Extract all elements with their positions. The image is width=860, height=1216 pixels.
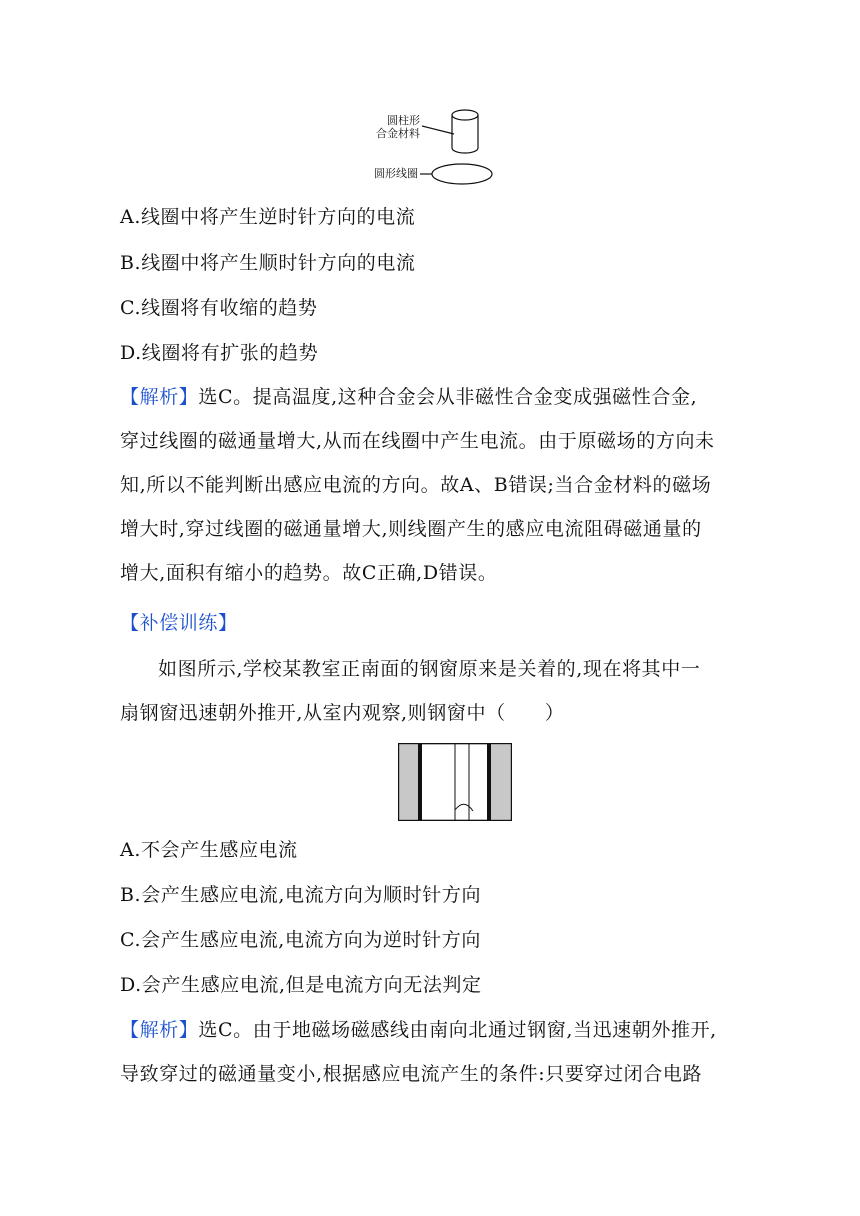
analysis-1-line-4: 增大时,穿过线圈的磁通量增大,则线圈产生的感应电流阻碍磁通量的 <box>120 518 702 540</box>
window-left-panel <box>399 744 420 821</box>
analysis-1-line-1: 【解析】选C。提高温度,这种合金会从非磁性合金变成强磁性合金, <box>120 386 698 408</box>
q1-option-c: C.线圈将有收缩的趋势 <box>120 297 318 319</box>
figure-alloy-coil <box>370 106 500 190</box>
q1-option-a: A.线圈中将产生逆时针方向的电流 <box>120 206 416 228</box>
figure-steel-window <box>398 743 512 821</box>
analysis-2-line-1: 【解析】选C。由于地磁场磁感线由南向北通过钢窗,当迅速朝外推开, <box>120 1019 717 1041</box>
q2-option-b: B.会产生感应电流,电流方向为顺时针方向 <box>120 884 482 906</box>
analysis-2 <box>120 1018 760 1106</box>
q2-option-d: D.会产生感应电流,但是电流方向无法判定 <box>120 974 482 996</box>
cylinder-top <box>452 110 478 120</box>
window-right-bar <box>487 743 491 821</box>
question-2-line-2: 扇钢窗迅速朝外推开,从室内观察,则钢窗中（ ） <box>120 702 565 724</box>
question-2-stem <box>120 657 760 745</box>
window-right-panel <box>490 744 511 821</box>
window-left-bar <box>418 743 422 821</box>
question-2-line-1: 如图所示,学校某教室正南面的钢窗原来是关着的,现在将其中一 <box>158 658 701 680</box>
label-alloy-line2: 合金材料 <box>376 127 420 140</box>
q1-option-b: B.线圈中将产生顺时针方向的电流 <box>120 252 416 274</box>
cylinder-bottom <box>452 148 478 153</box>
q2-option-c: C.会产生感应电流,电流方向为逆时针方向 <box>120 929 481 951</box>
alloy-leader-line <box>422 126 454 134</box>
alloy-coil-drawing <box>370 106 500 190</box>
analysis-1-line-3: 知,所以不能判断出感应电流的方向。故A、B错误;当合金材料的磁场 <box>120 474 712 496</box>
analysis-2-line-2: 导致穿过的磁通量变小,根据感应电流产生的条件:只要穿过闭合电路 <box>120 1063 703 1085</box>
analysis-1-line-2: 穿过线圈的磁通量增大,从而在线圈中产生电流。由于原磁场的方向未 <box>120 430 715 452</box>
analysis-1-tag: 【解析】 <box>120 386 199 408</box>
analysis-1 <box>120 385 760 605</box>
compensation-heading: 【补偿训练】 <box>120 612 238 634</box>
analysis-2-tag: 【解析】 <box>120 1019 199 1041</box>
q2-option-a: A.不会产生感应电流 <box>120 839 298 861</box>
q1-option-d: D.线圈将有扩张的趋势 <box>120 342 319 364</box>
analysis-1-line-5: 增大,面积有缩小的趋势。故C正确,D错误。 <box>120 562 498 584</box>
coil-ellipse <box>432 164 492 184</box>
label-alloy-line1: 圆柱形 <box>387 114 420 127</box>
label-coil: 圆形线圈 <box>374 167 418 180</box>
